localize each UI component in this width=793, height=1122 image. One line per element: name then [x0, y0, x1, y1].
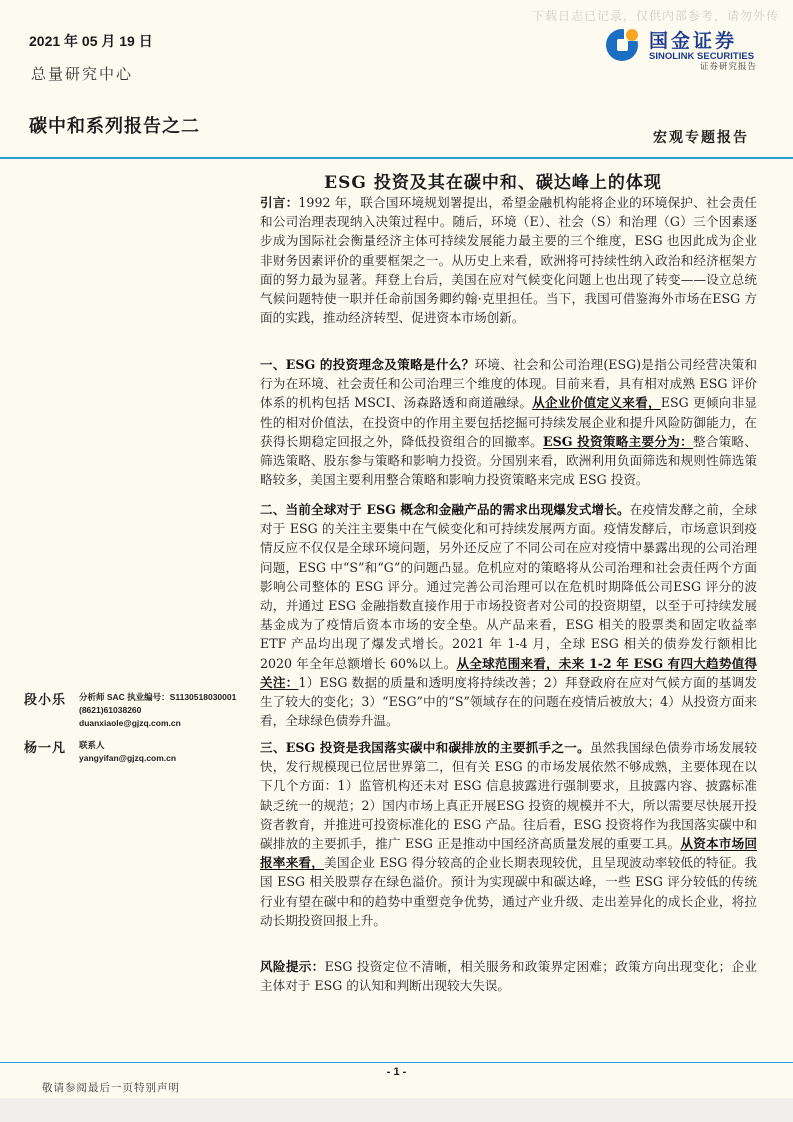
intro-text: 1992 年，联合国环境规划署提出，希望金融机构能将企业的环境保护、社会责任和公司治理表现纳入决策过程中。随后，环境（E）、社会（S）和治理（G）三个因素逐步成为国际社会衡量经济主体可持续发展能力最主要的三个维度，ESG 也因此成为企业非财务因素评价的重要框架之一。从历史上来看，欧洲将可持续性纳入政治和经济框架方面的努力最为显著。拜登上台后，美国在应对气候变化问题上也出现了转变——设立总统气候问题特使一职并任命前国务卿约翰·克里担任。当下，我国可借鉴海外市场在ESG 方面的实践，推动经济转型、促进资本市场创新。 — [260, 195, 758, 326]
analyst-name: 段小乐 — [24, 693, 67, 708]
section-1-paragraph — [260, 355, 757, 489]
section-1-heading: 一、ESG 的投资理念及策略是什么？ — [260, 357, 475, 372]
section-1-text: ESG 更倾向非显性的相对价值法，在投资中的作用主要包括挖掘可持续发展企业和提升风险防御能力，在获得长期稳定回报之外，降低投资组合的回撤率。 — [260, 395, 758, 449]
section-2-text: 在疫情发酵之前，全球对于 ESG 的关注主要集中在气候变化和可持续发展两方面。疫情发酵后，市场意识到疫情反应不仅仅是全球环境问题，另外还反应了不同公司在应对疫情中暴露出现的公司治理问题，ESG 中“S”和“G”的问题凸显。危机应对的策略将从公司治理和社会责任两个方面影响公司整体的 ESG 评分。通过完善公司治理可以在危机时期降低公司ESG 评分的波动，并通过 ESG 金融指数直接作用于市场投资者对公司的投资期望，以至于可持续发展基金成为了疫情后资本市场的安全垫。从产品来看，ESG 相关的股票类和固定收益率ETF 产品均出现了爆发式增长。2021 年 1-4 月，全球 ESG 相关的债券发行额相比 2020 年全年总额增长 60%以上。 — [260, 502, 758, 671]
section-3-paragraph — [260, 738, 757, 930]
download-watermark: 下载日志已记录，仅供内部参考，请勿外传 — [531, 9, 779, 23]
logo-en-name: SINOLINK SECURITIES — [649, 51, 755, 62]
section-3-text: 虽然我国绿色债券市场发展较快，发行规模现已位居世界第二，但有关 ESG 的市场发展依然不够成熟，主要体现在以下几个方面：1）监管机构还未对 ESG 信息披露进行强制要求，且披露内容、披露标准缺乏统一的规范；2）国内市场上真正开展ESG 投资的规模并不大，所以需要尽快展开投资者教育，并推进可投资标准化的 ESG 产品。往后看，ESG 投资将作为我国落实碳中和碳排放的主要抓手，推广 ESG 正是推动中国经济高质量发展的重要工具。 — [260, 740, 757, 852]
contact-name: 杨一凡 — [24, 741, 67, 756]
intro-label: 引言： — [260, 195, 299, 210]
section-1-text: 整合策略、筛选策略、股东参与策略和影响力投资。分国别来看，欧洲利用负面筛选和规则性筛选策略较多，美国主要利用整合策略和影响力投资策略来完成 ESG 投资。 — [260, 433, 758, 488]
section-2-text: 1）ESG 数据的质量和透明度将持续改善；2）拜登政府在应对气候方面的基调发生了较大的变化；3）“ESG”中的“S”领域存在的问题在疫情后被放大；4）从投资方面来看，全球绿色债券升温。 — [260, 674, 757, 729]
contact-info — [79, 739, 176, 765]
section-2-heading: 二、当前全球对于 ESG 概念和金融产品的需求出现爆发式增长。 — [260, 502, 630, 517]
risk-text: ESG 投资定位不清晰，相关服务和政策界定困难；政策方向出现变化；企业主体对于 ESG 的认知和判断出现较大失误。 — [260, 959, 758, 994]
series-title: 碳中和系列报告之二 — [29, 116, 200, 137]
section-2-paragraph — [260, 500, 757, 730]
analyst-info — [79, 691, 236, 730]
header-divider — [0, 157, 793, 159]
section-1-highlight-2: ESG 投资策略主要分为： — [543, 433, 693, 449]
section-3-heading: 三、ESG 投资是我国落实碳中和碳排放的主要抓手之一。 — [260, 740, 591, 755]
risk-warning — [260, 957, 757, 995]
analyst-role: 分析师 SAC 执业编号：S1130518030001 — [79, 692, 237, 702]
page-number: - 1 - — [386, 1066, 407, 1078]
disclaimer-note: 敬请参阅最后一页特别声明 — [42, 1082, 180, 1094]
contact-role: 联系人 — [79, 740, 105, 750]
risk-label: 风险提示： — [260, 959, 325, 974]
report-type: 宏观专题报告 — [653, 130, 749, 146]
document-title: ESG 投资及其在碳中和、碳达峰上的体现 — [324, 173, 662, 193]
section-1-highlight-1: 从企业价值定义来看， — [532, 395, 661, 411]
analyst-phone: (8621)61038260 — [79, 705, 142, 715]
section-3-highlight: 从资本市场回报率来看， — [260, 836, 757, 871]
research-department: 总量研究中心 — [31, 65, 134, 83]
footer-divider — [0, 1062, 793, 1063]
section-2-highlight: 从全球范围来看，未来 1-2 年 ESG 有四大趋势值得关注： — [260, 655, 757, 690]
analyst-email[interactable]: duanxiaole@gjzq.com.cn — [79, 718, 181, 728]
logo-cn-name: 国金证券 — [649, 31, 738, 52]
sinolink-logo-icon — [605, 26, 641, 62]
section-1-text: 环境、社会和公司治理(ESG)是指公司经营决策和行为在环境、社会责任和公司治理三个维度的体现。目前来看，具有相对成熟 ESG 评价体系的机构包括 MSCI、汤森路透和商道融绿。 — [260, 357, 757, 411]
contact-email[interactable]: yangyifan@gjzq.com.cn — [79, 753, 177, 763]
intro-paragraph — [260, 193, 757, 327]
section-3-text: 美国企业 ESG 得分较高的企业长期表现较优，且呈现波动率较低的特征。我国 ESG 相关股票存在绿色溢价。预计为实现碳中和碳达峰，一些 ESG 评分较低的传统行业有望在碳中和的趋势中重塑竞争优势，通过产业升级、走出差异化的成长企业，将拉动长期投资回报上升。 — [260, 855, 757, 928]
logo-subtitle: 证券研究报告 — [699, 62, 757, 72]
report-date: 2021 年 05 月 19 日 — [29, 33, 153, 49]
